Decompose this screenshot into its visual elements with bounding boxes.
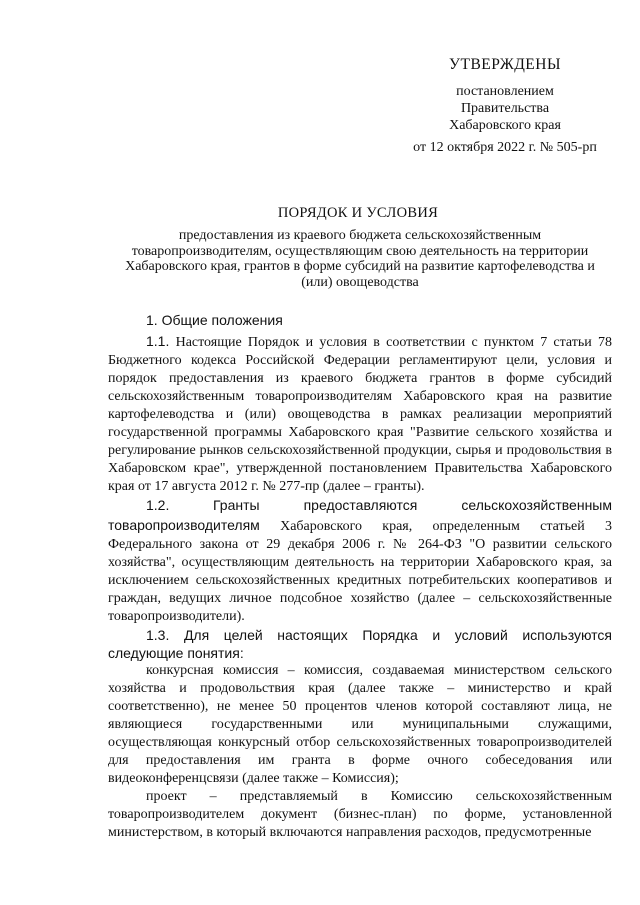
- paragraph-lead-text: Гранты предоставляются сельскохозяйственным товаропроизводителям: [108, 497, 612, 533]
- paragraph-text: Хабаровского края, определенным статьей 3 Федерального закона от 29 декабря 2006 г. № 264-ФЗ "О развитии сельского хозяйства", осуществляющим деятельность на территории Хабаровского края, за исключением сельскохозяйственных кредитных потребительских кооперативов и граждан, ведущих личное подсобное хозяйство (далее – сельскохозяйственные товаропроизводители).: [108, 519, 613, 624]
- approval-line-1: постановлением: [456, 84, 554, 99]
- paragraph-number: 1.3.: [146, 627, 170, 643]
- paragraph-number: 1.1.: [146, 333, 170, 349]
- paragraph-definition-project: проект – представляемый в Комиссию сельскохозяйственным товаропроизводителем документ (бизнес-план) по форме, установленной министерством, в который включаются направления расходов, предусмотренные: [108, 789, 612, 840]
- section-heading: 1. Общие положения: [146, 312, 283, 328]
- paragraph-1-3: [108, 626, 612, 662]
- paragraph-1-1: [108, 332, 612, 496]
- document-body: [108, 332, 612, 842]
- document-title: ПОРЯДОК И УСЛОВИЯ: [277, 205, 439, 221]
- approval-dateline: от 12 октября 2022 г. № 505-рп: [413, 140, 597, 155]
- paragraph-definition-commission: конкурсная комиссия – комиссия, создаваемая министерством сельского хозяйства и продовольствия края (далее также – министерство и край соответственно), не менее 50 процентов членов которой составляют лица, не являющиеся государственными или муниципальными служащими, осуществляющая конкурсный отбор сельскохозяйственных товаропроизводителей для предоставления им гранта в форме очного собеседования или видеоконференцсвязи (далее также – Комиссия);: [108, 663, 612, 786]
- approval-line-3: Хабаровского края: [449, 118, 561, 133]
- document-subtitle: предоставления из краевого бюджета сельскохозяйственным товаропроизводителям, осуществляющим свою деятельность на территории Хабаровского края, грантов в форме субсидий на развитие картофелеводства и (или) овощеводства: [125, 228, 595, 290]
- paragraph-text: Для целей настоящих Порядка и условий используются следующие понятия:: [108, 627, 612, 661]
- approval-line-2: Правительства: [460, 101, 550, 116]
- approval-heading: УТВЕРЖДЕНЫ: [449, 56, 561, 73]
- paragraph-number: 1.2.: [146, 497, 170, 513]
- approval-block: [400, 56, 610, 156]
- paragraph-text: Настоящие Порядок и условия в соответствии с пунктом 7 статьи 78 Бюджетного кодекса Российской Федерации регламентируют цели, условия и порядок предоставления из краевого бюджета грантов в форме субсидий сельскохозяйственным товаропроизводителям Хабаровского края на развитие картофелеводства и (или) овощеводства в рамках реализации мероприятий государственной программы Хабаровского края "Развитие сельского хозяйства и регулирование рынков сельскохозяйственной продукции, сырья и продовольствия в Хабаровском крае", утвержденной постановлением Правительства Хабаровского края от 17 августа 2012 г. № 277-пр (далее – гранты).: [108, 335, 612, 494]
- paragraph-1-2: [108, 496, 612, 626]
